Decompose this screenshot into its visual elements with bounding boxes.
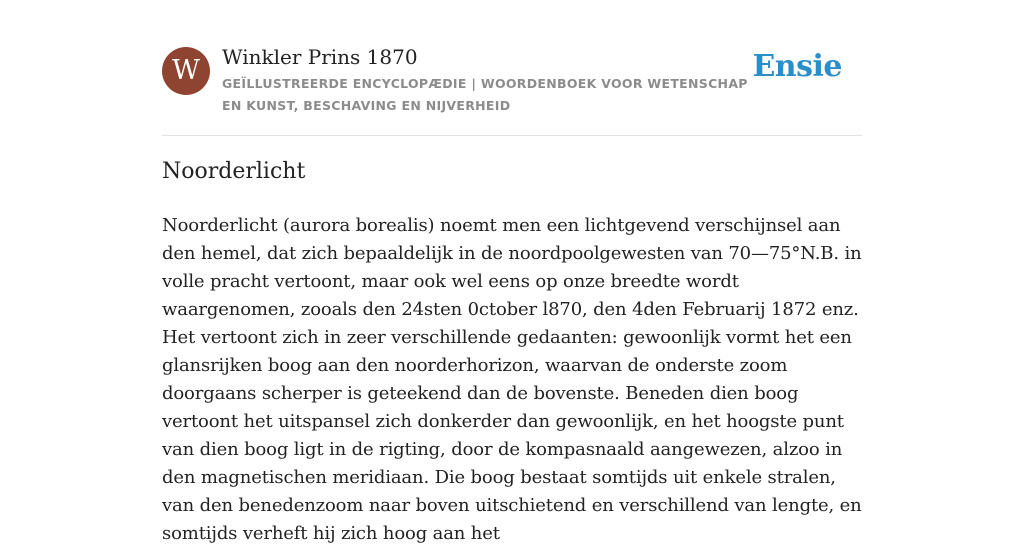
ensie-logo-link[interactable]: Ensie — [752, 49, 842, 84]
publication-avatar[interactable]: W — [162, 47, 210, 95]
entry-title: Noorderlicht — [162, 159, 306, 184]
entry-body: Noorderlicht (aurora borealis) noemt men een lichtgevend verschijnsel aan den hemel, dat zich bepaaldelijk in de noordpoolgewesten van 70—75°N.B. in volle pracht vertoont, maar ook wel eens op onze breedte wordt waargenomen, zooals den 24sten 0ctober l870, den 4den Februarij 1872 enz. Het vertoont zich in zeer verschillende gedaanten: gewoonlijk vormt het een glansrijken boog aan den noorderhorizon, waarvan de onderste zoom doorgaans scherper is geteekend dan de bovenste. Beneden dien boog vertoont het uitspansel zich donkerder dan gewoonlijk, en het hoogste punt van dien boog ligt in de rigting, door de kompasnaald aangewezen, alzoo in den magnetischen meridiaan. Die boog bestaat somtijds uit enkele stralen, van den benedenzoom naar boven uitschietend en verschillend van lengte, en somtijds verheft hij zich hoog aan het — [162, 215, 862, 544]
publication-header — [162, 47, 862, 135]
publication-title[interactable]: Winkler Prins 1870 — [222, 45, 418, 69]
header-divider — [162, 135, 862, 136]
publication-subtitle: GEÏLLUSTREERDE ENCYCLOPÆDIE | WOORDENBOEK VOOR WETENSCHAP EN KUNST, BESCHAVING EN NIJVERHEID — [222, 76, 748, 113]
